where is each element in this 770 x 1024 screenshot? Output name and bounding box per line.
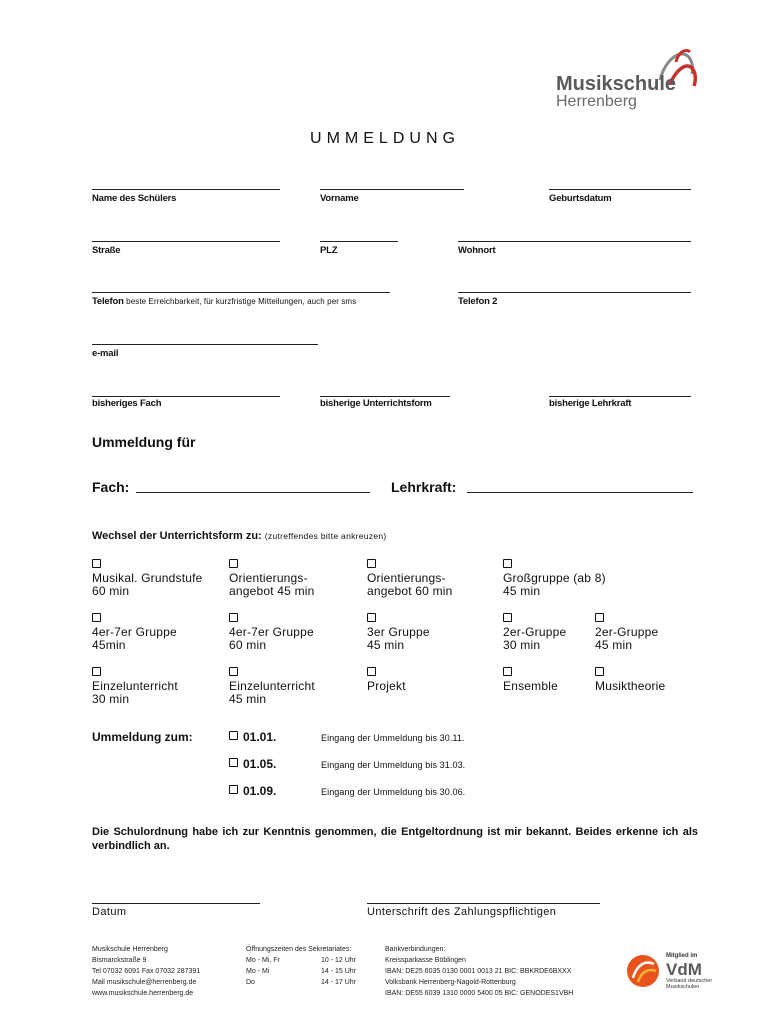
fach-field[interactable]	[136, 492, 370, 493]
option-line1: 4er-7er Gruppe	[229, 625, 314, 639]
plz-label: PLZ	[320, 245, 338, 256]
footer-line: Mo - Mi	[246, 968, 270, 975]
footer-line: 14 - 17 Uhr	[321, 979, 357, 986]
option-orientierung-60[interactable]	[367, 559, 453, 598]
option-line2: 45 min	[595, 638, 633, 652]
telefon2-label: Telefon 2	[458, 296, 498, 307]
checkbox[interactable]	[229, 667, 238, 676]
vdm-sub2: Musikschulen	[666, 984, 700, 990]
declaration-text: Die Schulordnung habe ich zur Kenntnis genommen, die Entgeltordnung ist mir bekannt. Beides erkenne ich als verbindlich an.	[92, 826, 698, 852]
geburtsdatum-field[interactable]	[549, 189, 691, 190]
wohnort-field[interactable]	[458, 241, 691, 242]
checkbox[interactable]	[503, 559, 512, 568]
wechsel-note: (zutreffendes bitte ankreuzen)	[264, 531, 387, 541]
geburtsdatum-label: Geburtsdatum	[549, 193, 612, 204]
footer-line: 14 - 15 Uhr	[321, 968, 357, 975]
bisheriges-fach-field[interactable]	[92, 396, 280, 397]
checkbox[interactable]	[92, 667, 101, 676]
option-line1: Orientierungs-	[367, 571, 446, 585]
option-line1: Ensemble	[503, 679, 558, 693]
date-value: 01.09.	[243, 784, 277, 798]
name-field[interactable]	[92, 189, 280, 190]
footer-line: IBAN: DE55 6039 1310 0000 5400 05 BIC: GENODES1VBH	[385, 990, 574, 997]
plz-field[interactable]	[320, 241, 398, 242]
telefon-label	[92, 296, 356, 307]
vorname-label: Vorname	[320, 193, 359, 204]
footer-line: Mail musikschule@herrenberg.de	[92, 979, 197, 986]
option-line1: Einzelunterricht	[92, 679, 178, 693]
footer-line: Bismarckstraße 9	[92, 957, 147, 964]
checkbox[interactable]	[92, 559, 101, 568]
vdm-sub1: Verband deutscher	[666, 978, 713, 984]
wohnort-label: Wohnort	[458, 245, 496, 256]
email-field[interactable]	[92, 344, 318, 345]
option-line2: 60 min	[229, 638, 267, 652]
checkbox[interactable]	[503, 613, 512, 622]
checkbox[interactable]	[229, 613, 238, 622]
option-line2: angebot 60 min	[367, 584, 453, 598]
date-value: 01.05.	[243, 757, 277, 771]
footer-line: Kreissparkasse Böblingen	[385, 957, 466, 964]
date-note: Eingang der Ummeldung bis 30.06.	[321, 787, 466, 797]
telefon-field[interactable]	[92, 292, 390, 293]
footer-line: Bankverbindungen:	[385, 946, 446, 953]
option-line1: Einzelunterricht	[229, 679, 315, 693]
option-4er7er-45[interactable]	[92, 613, 177, 652]
page-title: UMMELDUNG	[310, 130, 460, 147]
option-line2: angebot 45 min	[229, 584, 315, 598]
checkbox[interactable]	[229, 559, 238, 568]
lehrkraft-label: Lehrkraft:	[391, 479, 457, 495]
bisherige-lehrkraft-label: bisherige Lehrkraft	[549, 398, 632, 409]
option-line1: Großgruppe (ab 8)	[503, 571, 606, 585]
footer-hours-title: Öffnungszeiten des Sekretariates:	[246, 946, 352, 953]
lehrkraft-field[interactable]	[467, 492, 693, 493]
footer-line: Musikschule Herrenberg	[92, 946, 168, 953]
telefon2-field[interactable]	[458, 292, 691, 293]
telefon-note: beste Erreichbarkeit, für kurzfristige Mitteilungen, auch per sms	[126, 297, 357, 306]
strasse-field[interactable]	[92, 241, 280, 242]
checkbox[interactable]	[229, 758, 238, 767]
logo-name: Musikschule	[556, 73, 677, 95]
footer-line: Tel 07032 6091 Fax 07032 287391	[92, 968, 201, 975]
vdm-member-label: Mitglied im	[666, 953, 698, 959]
option-line1: Musikal. Grundstufe	[92, 571, 203, 585]
date-note: Eingang der Ummeldung bis 30.11.	[321, 733, 465, 743]
bisherige-form-label: bisherige Unterrichtsform	[320, 398, 432, 409]
option-line1: Musiktheorie	[595, 679, 666, 693]
option-4er7er-60[interactable]	[229, 613, 314, 652]
strasse-label: Straße	[92, 245, 121, 256]
bisheriges-fach-label: bisheriges Fach	[92, 398, 162, 409]
checkbox[interactable]	[503, 667, 512, 676]
footer-line: Volksbank Herrenberg-Nagold-Rottenburg	[385, 979, 516, 986]
checkbox[interactable]	[367, 613, 376, 622]
email-label: e-mail	[92, 348, 119, 359]
option-grossgruppe[interactable]	[503, 559, 606, 598]
unterschrift-field[interactable]	[367, 903, 600, 904]
date-note: Eingang der Ummeldung bis 31.03.	[321, 760, 466, 770]
unterschrift-label: Unterschrift des Zahlungspflichtigen	[367, 906, 557, 918]
option-2er-45[interactable]	[595, 613, 658, 652]
date-option-0101[interactable]	[229, 730, 276, 744]
option-2er-30[interactable]	[503, 613, 566, 652]
checkbox[interactable]	[92, 613, 101, 622]
footer-line: IBAN: DE25 6035 0130 0001 0013 21 BIC: BBKRDE6BXXX	[385, 968, 572, 975]
footer-line: Do	[246, 979, 255, 986]
date-value: 01.01.	[243, 730, 277, 744]
vdm-name: VdM	[666, 960, 702, 979]
option-line1: 4er-7er Gruppe	[92, 625, 177, 639]
option-line2: 30 min	[92, 692, 130, 706]
telefon-label-text: Telefon	[92, 296, 124, 307]
name-label: Name des Schülers	[92, 193, 177, 204]
option-ensemble[interactable]	[503, 667, 558, 693]
footer-hours-times	[321, 955, 356, 988]
option-line2: 30 min	[503, 638, 541, 652]
ummeldung-zum-label: Ummeldung zum:	[92, 730, 193, 744]
option-line2: 45 min	[503, 584, 541, 598]
option-musikal-grundstufe[interactable]	[92, 559, 203, 598]
date-option-0109[interactable]	[229, 784, 276, 798]
datum-field[interactable]	[92, 903, 260, 904]
option-line1: Orientierungs-	[229, 571, 308, 585]
vorname-field[interactable]	[320, 189, 464, 190]
option-line1: 2er-Gruppe	[595, 625, 659, 639]
checkbox[interactable]	[229, 731, 238, 740]
option-3er-gruppe[interactable]	[367, 613, 430, 652]
bisherige-form-field[interactable]	[320, 396, 450, 397]
checkbox[interactable]	[595, 667, 604, 676]
logo-city: Herrenberg	[556, 93, 637, 110]
option-musiktheorie[interactable]	[595, 667, 665, 693]
option-einzel-45[interactable]	[229, 667, 315, 706]
option-line2: 45 min	[229, 692, 267, 706]
footer-hours-days	[246, 955, 280, 988]
option-line1: 2er-Gruppe	[503, 625, 567, 639]
vdm-logo-icon	[626, 954, 662, 988]
checkbox[interactable]	[367, 667, 376, 676]
datum-label: Datum	[92, 906, 127, 918]
bisherige-lehrkraft-field[interactable]	[549, 396, 691, 397]
option-line2: 45min	[92, 638, 126, 652]
option-line2: 45 min	[367, 638, 405, 652]
footer-line: www.musikschule.herrenberg.de	[92, 990, 194, 997]
footer-line: Mo - Mi, Fr	[246, 957, 280, 964]
ummeldung-fuer-heading: Ummeldung für	[92, 434, 196, 450]
option-line1: Projekt	[367, 679, 406, 693]
option-einzel-30[interactable]	[92, 667, 178, 706]
date-option-0105[interactable]	[229, 757, 276, 771]
footer-address	[92, 944, 200, 999]
footer-line: 10 - 12 Uhr	[321, 957, 357, 964]
checkbox[interactable]	[595, 613, 604, 622]
checkbox[interactable]	[367, 559, 376, 568]
wechsel-label: Wechsel der Unterrichtsform zu:	[92, 530, 262, 542]
option-projekt[interactable]	[367, 667, 406, 693]
option-orientierung-45[interactable]	[229, 559, 315, 598]
fach-label: Fach:	[92, 479, 130, 495]
option-line1: 3er Gruppe	[367, 625, 430, 639]
footer-bank	[385, 944, 573, 999]
wechsel-heading	[92, 530, 387, 542]
checkbox[interactable]	[229, 785, 238, 794]
option-line2: 60 min	[92, 584, 130, 598]
